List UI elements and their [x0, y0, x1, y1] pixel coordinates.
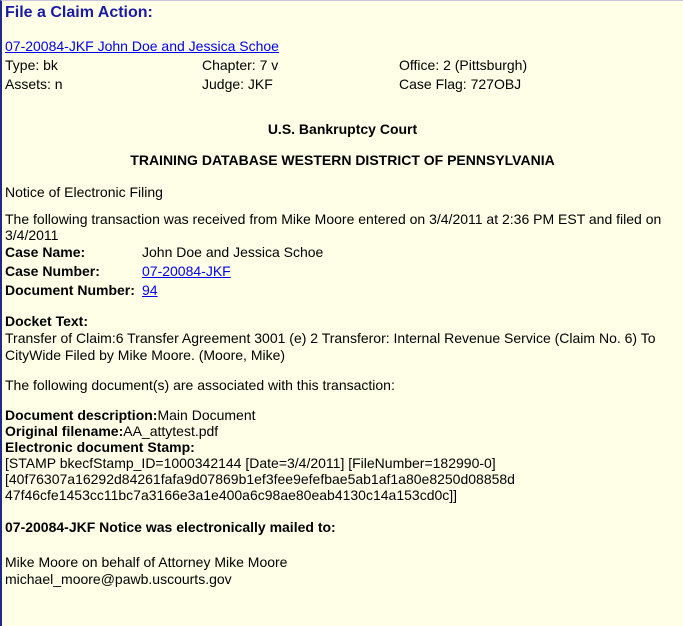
case-chapter: Chapter: 7 v [202, 57, 279, 73]
original-filename-label: Original filename: [5, 423, 124, 439]
case-link[interactable]: 07-20084-JKF John Doe and Jessica Schoe [5, 38, 279, 54]
case-name-value: John Doe and Jessica Schoe [142, 244, 324, 260]
case-number-link[interactable]: 07-20084-JKF [142, 263, 231, 279]
mailed-recipient: Mike Moore on behalf of Attorney Mike Moore [5, 554, 288, 570]
case-judge: Judge: JKF [202, 76, 273, 92]
case-type: Type: bk [5, 57, 58, 73]
case-number-label: Case Number: [5, 263, 100, 279]
received-text: The following transaction was received from Mike Moore entered on 3/4/2011 at 2:36 PM EST and filed on 3/4/2011 [5, 211, 662, 243]
document-description-label: Document description: [5, 407, 158, 423]
mailed-heading: 07-20084-JKF Notice was electronically mailed to: [5, 519, 336, 535]
mailed-list [4, 554, 681, 588]
stamp-line-2: [40f76307a16292d84261fafa9d07869b1ef3fee9efefbae5ab1af1a80e8250d08858d [5, 471, 515, 487]
original-filename-value: AA_attytest.pdf [123, 423, 219, 439]
case-info-table [4, 56, 679, 94]
original-filename [5, 423, 681, 439]
case-meta-table [4, 243, 323, 300]
document-description [5, 407, 681, 423]
document-details [4, 407, 681, 503]
case-name-label: Case Name: [5, 244, 86, 260]
notice-title: Notice of Electronic Filing [5, 184, 163, 200]
document-number-label: Document Number: [5, 282, 135, 298]
docket-text: Transfer of Claim:6 Transfer Agreement 3001 (e) 2 Transferor: Internal Revenue Service (Claim No. 6) To CityWide Filed by Mike Moore. (Moore, Mike) [5, 330, 656, 363]
stamp-line-1: [STAMP bkecfStamp_ID=1000342144 [Date=3/4/2011] [FileNumber=182990-0] [5, 455, 496, 471]
court-district: TRAINING DATABASE WESTERN DISTRICT OF PENNSYLVANIA [130, 152, 555, 168]
case-office: Office: 2 (Pittsburgh) [399, 57, 528, 73]
stamp-label [5, 439, 681, 455]
case-flag: Case Flag: 727OBJ [399, 76, 522, 92]
stamp-label-text: Electronic document Stamp: [5, 439, 195, 455]
document-number-link[interactable]: 94 [142, 282, 158, 298]
page-title: File a Claim Action: [5, 4, 153, 21]
mailed-email: michael_moore@pawb.uscourts.gov [5, 571, 232, 587]
case-assets: Assets: n [5, 76, 63, 92]
stamp-line-3: 47f46cfe1453cc11bc7a3166e3a1e400a6c98ae80eab4130c14a153cd0c]] [5, 487, 458, 503]
docket-text-label: Docket Text: [5, 313, 88, 329]
document-description-value: Main Document [157, 407, 256, 423]
associated-documents-text: The following document(s) are associated with this transaction: [5, 377, 395, 393]
court-name: U.S. Bankruptcy Court [267, 121, 418, 137]
